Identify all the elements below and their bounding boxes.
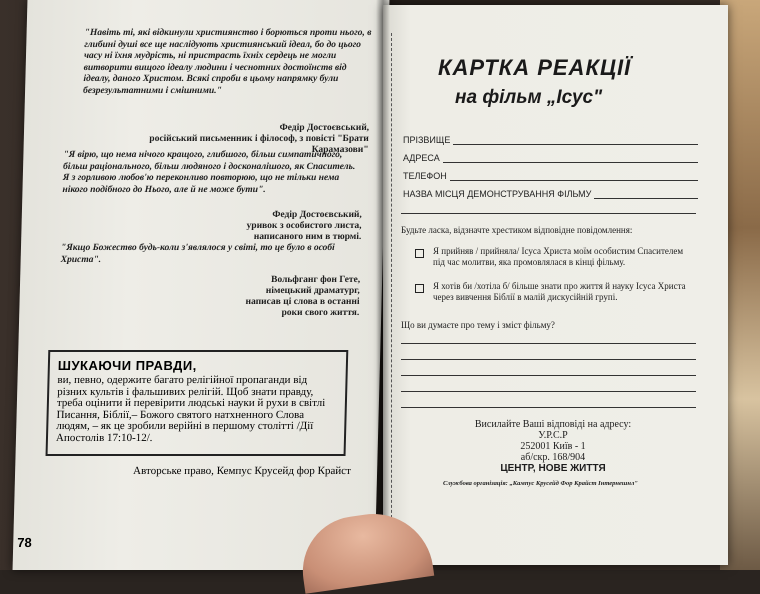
left-page: [13, 0, 390, 570]
attribution-2: Федір Достоєвський, уривок з особистого листа, написаного ним в тюрмі.: [246, 210, 362, 242]
footer-note: Службова організація: „Кампус Крусейд Фор Крайст Інтернешнл": [443, 480, 638, 487]
question-text: Що ви думаєте про тему і зміст фільму?: [401, 320, 555, 330]
address-city: 252001 Київ - 1: [520, 441, 586, 452]
quote-goethe: "Якщо Божество будь-коли з'являлося у світі, то це було в особі Христа".: [60, 243, 335, 265]
right-page-response-card: [383, 5, 728, 565]
surname-field[interactable]: ПРІЗВИЩЕ: [403, 135, 698, 145]
answer-line-4[interactable]: [401, 391, 696, 392]
answer-line-1[interactable]: [401, 343, 696, 344]
option-learn-more: Я хотів би /хотіла б/ більше знати про життя й науку Ісуса Христа через вивчення Біблії в малій дискусійній групі.: [433, 281, 686, 302]
seeking-truth-box: [46, 350, 349, 456]
cut-line: [391, 33, 392, 533]
option-accepted: Я прийняв / прийняла/ Ісуса Христа моїм особистим Спасителем під час молитви, яка промовлялася в кінці фільму.: [433, 246, 684, 267]
page-number: 78: [17, 535, 32, 550]
address-field[interactable]: АДРЕСА: [403, 153, 698, 163]
card-title: КАРТКА РЕАКЦІЇ: [438, 55, 632, 80]
attribution-1: Федір Достоєвський, російський письменник і філософ, з повісті "Брати Карамазови": [149, 123, 370, 155]
quote-dostoevsky-1: "Навіть ті, які відкинули християнство і борються проти нього, в глибині душі все ще наслідують християнський ідеал, бо до цього часу ні їхня мудрість, ні пристрасть їхніх сердець не могли витворити вищого ідеалу людини і чеснотних достоїнств від ідеалу, даного Христом. Всякі спроби в цьому напрямку були безрезультатними і смішними.": [82, 28, 372, 96]
quote-dostoevsky-2: "Я вірю, що нема нічого кращого, глибшого, більш симпатичного, більш раціонального, більш людяного і досконалішого, як Спаситель. Я з горливою любов'ю переконливо повторюю, що не тільки нема нікого подібного до Нього, але й не може бути".: [62, 150, 356, 195]
address-center: ЦЕНТР, НОВЕ ЖИТТЯ: [500, 463, 606, 474]
answer-line-5[interactable]: [401, 407, 696, 408]
phone-field[interactable]: ТЕЛЕФОН: [403, 171, 698, 181]
box-title: ШУКАЮЧИ ПРАВДИ,: [57, 358, 198, 373]
checkbox-accepted[interactable]: [415, 249, 424, 258]
instruction-text: Будьте ласка, відзначте хрестиком відповідне повідомлення:: [401, 225, 633, 235]
box-text: ви, певно, одержите багато релігійної пропаганди від різних культів і фальшивих релігій. Щоб знати правду, треба оцінити й перевірити людські науки й рухи в світлі Писання, Біблії,– Божого святого натхненного Слова людям, – як це зробили верійні в першому столітті /Дії Апостолів 17:10-12/.: [55, 374, 326, 444]
address-box: аб/скр. 168/904: [520, 452, 586, 463]
answer-line-3[interactable]: [401, 375, 696, 376]
address-intro: Висилайте Ваші відповіді на адресу:: [474, 419, 632, 430]
card-subtitle: на фільм „Ісус": [455, 87, 603, 108]
attribution-3: Вольфганг фон Гете, німецький драматург, написав ці слова в останні роки свого життя.: [245, 275, 361, 318]
checkbox-learn-more[interactable]: [415, 284, 424, 293]
book-gutter: [376, 0, 390, 570]
venue-field[interactable]: НАЗВА МІСЦЯ ДЕМОНСТРУВАННЯ ФІЛЬМУ: [403, 189, 698, 199]
copyright: Авторське право, Кемпус Крусейд фор Крайст: [132, 465, 352, 477]
answer-line-2[interactable]: [401, 359, 696, 360]
venue-line-2[interactable]: [401, 213, 696, 214]
address-org: У.Р.С.Р: [538, 430, 568, 441]
